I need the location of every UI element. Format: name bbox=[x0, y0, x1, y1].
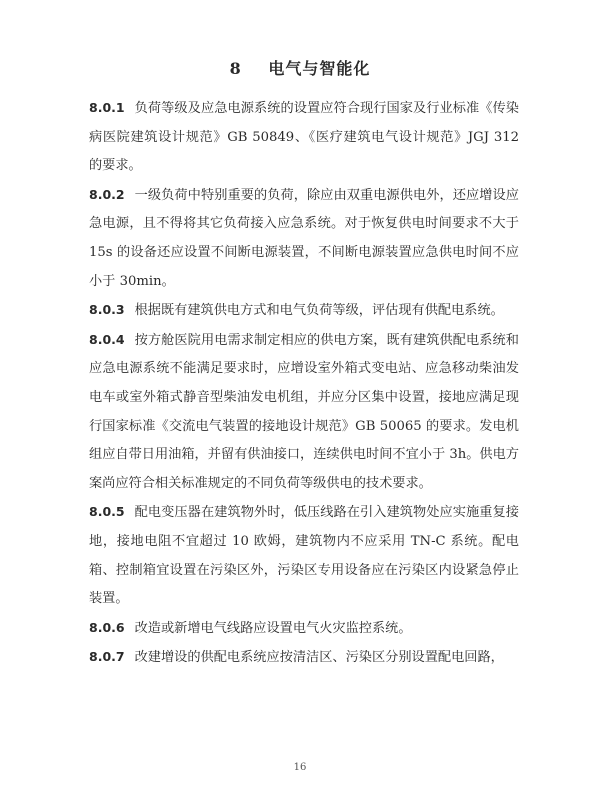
clause-8-0-1 bbox=[89, 94, 519, 181]
clause-number: 8.0.6 bbox=[89, 619, 125, 635]
clause-text: 根据既有建筑供电方式和电气负荷等级，评估现有供配电系统。 bbox=[134, 303, 504, 319]
clause-text: 改造或新增电气线路应设置电气火灾监控系统。 bbox=[134, 620, 412, 636]
clause-number: 8.0.2 bbox=[89, 186, 125, 202]
clause-8-0-2 bbox=[89, 181, 519, 296]
clause-text: 按方舱医院用电需求制定相应的供电方案，既有建筑供配电系统和应急电源系统不能满足要求时，应增设室外箱式变电站、应急移动柴油发电车或室外箱式静音型柴油发电机组，并应分区集中设置，接地应满足现行国家标准《交流电气装置的接地设计规范》GB 50065 的要求。发电机组应自带日用油箱，并留有供油接口，连续供电时间不宜小于 3h。供电方案尚应符合相关标准规定的不同负荷等级供电的技术要求。 bbox=[89, 332, 519, 491]
clause-number: 8.0.1 bbox=[89, 100, 125, 115]
clause-number: 8.0.4 bbox=[89, 331, 125, 347]
clause-8-0-3 bbox=[89, 296, 519, 326]
section-heading bbox=[0, 56, 600, 79]
clause-8-0-4 bbox=[89, 326, 519, 499]
clause-number: 8.0.3 bbox=[89, 302, 125, 318]
clause-text: 一级负荷中特别重要的负荷，除应由双重电源供电外，还应增设应急电源，且不得将其它负荷接入应急系统。对于恢复供电时间要求不大于 15s 的设备还应设置不间断电源装置，不间断电源装置应急供电时间不应小于 30min。 bbox=[89, 187, 519, 289]
clause-text: 改建增设的供配电系统应按清洁区、污染区分别设置配电回路， bbox=[134, 650, 504, 666]
section-number: 8 bbox=[229, 59, 242, 78]
document-body bbox=[89, 94, 519, 673]
page-number: 16 bbox=[293, 762, 307, 773]
clause-8-0-6 bbox=[89, 614, 519, 644]
clause-text: 配电变压器在建筑物外时，低压线路在引入建筑物处应实施重复接地，接地电阻不宜超过 10 欧姆，建筑物内不应采用 TN-C 系统。配电箱、控制箱宜设置在污染区外，污染区专用设备应在污染区内设紧急停止装置。 bbox=[89, 505, 519, 607]
clause-8-0-7 bbox=[89, 643, 519, 673]
section-title: 电气与智能化 bbox=[268, 59, 371, 78]
clause-number: 8.0.5 bbox=[89, 504, 125, 520]
clause-8-0-5 bbox=[89, 498, 519, 613]
clause-text: 负荷等级及应急电源系统的设置应符合现行国家及行业标准《传染病医院建筑设计规范》GB 50849、《医疗建筑电气设计规范》JGJ 312 的要求。 bbox=[89, 101, 519, 174]
clause-number: 8.0.7 bbox=[89, 649, 125, 665]
